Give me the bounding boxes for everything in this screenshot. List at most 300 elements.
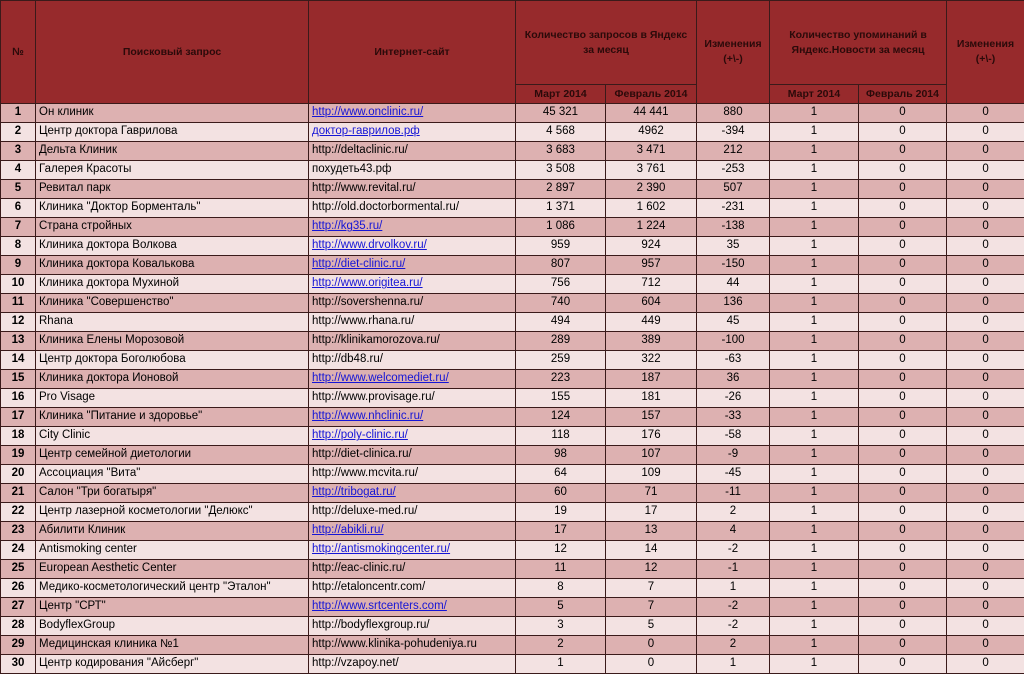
- site-link[interactable]: http://antismokingcenter.ru/: [312, 543, 450, 555]
- march-news-cell: 1: [770, 180, 859, 199]
- site-cell: http://old.doctorbormental.ru/: [309, 199, 516, 218]
- feb-news-cell: 0: [859, 351, 947, 370]
- march-requests-cell: 807: [516, 256, 606, 275]
- march-requests-cell: 98: [516, 446, 606, 465]
- feb-news-cell: 0: [859, 256, 947, 275]
- query-cell: Салон "Три богатыря": [36, 484, 309, 503]
- change-requests-cell: 1: [697, 579, 770, 598]
- row-number: 3: [1, 142, 36, 161]
- feb-requests-cell: 107: [606, 446, 697, 465]
- feb-news-cell: 0: [859, 617, 947, 636]
- site-cell: похудеть43.рф: [309, 161, 516, 180]
- march-requests-cell: 4 568: [516, 123, 606, 142]
- march-requests-cell: 1 371: [516, 199, 606, 218]
- table-row: [1, 180, 1024, 199]
- site-link[interactable]: http://www.drvolkov.ru/: [312, 239, 427, 251]
- march-requests-cell: 45 321: [516, 104, 606, 123]
- row-number: 11: [1, 294, 36, 313]
- site-cell: http://www.rhana.ru/: [309, 313, 516, 332]
- change-news-cell: 0: [947, 427, 1024, 446]
- table-row: [1, 161, 1024, 180]
- query-cell: Центр лазерной косметологии "Делюкс": [36, 503, 309, 522]
- change-requests-cell: 507: [697, 180, 770, 199]
- site-cell: http://www.klinika-pohudeniya.ru: [309, 636, 516, 655]
- feb-news-cell: 0: [859, 161, 947, 180]
- march-news-cell: 1: [770, 598, 859, 617]
- feb-requests-cell: 604: [606, 294, 697, 313]
- march-news-cell: 1: [770, 256, 859, 275]
- change-requests-cell: 4: [697, 522, 770, 541]
- change-news-cell: 0: [947, 579, 1024, 598]
- feb-news-cell: 0: [859, 142, 947, 161]
- table-row: [1, 123, 1024, 142]
- change-requests-cell: 2: [697, 636, 770, 655]
- query-cell: Центр семейной диетологии: [36, 446, 309, 465]
- table-row: [1, 199, 1024, 218]
- feb-news-cell: 0: [859, 237, 947, 256]
- feb-news-cell: 0: [859, 123, 947, 142]
- row-number: 21: [1, 484, 36, 503]
- site-cell: [309, 598, 516, 617]
- change-news-cell: 0: [947, 408, 1024, 427]
- march-news-cell: 1: [770, 199, 859, 218]
- march-requests-cell: 223: [516, 370, 606, 389]
- row-number: 8: [1, 237, 36, 256]
- change-news-cell: 0: [947, 294, 1024, 313]
- change-news-cell: 0: [947, 598, 1024, 617]
- change-requests-cell: -1: [697, 560, 770, 579]
- march-requests-cell: 259: [516, 351, 606, 370]
- site-link[interactable]: доктор-гаврилов.рф: [312, 125, 420, 137]
- change-requests-cell: -2: [697, 541, 770, 560]
- change-news-cell: 0: [947, 484, 1024, 503]
- march-requests-cell: 740: [516, 294, 606, 313]
- site-cell: [309, 370, 516, 389]
- feb-news-cell: 0: [859, 313, 947, 332]
- query-cell: Rhana: [36, 313, 309, 332]
- march-requests-cell: 1: [516, 655, 606, 674]
- feb-requests-cell: 71: [606, 484, 697, 503]
- query-cell: Клиника Елены Морозовой: [36, 332, 309, 351]
- feb-requests-cell: 712: [606, 275, 697, 294]
- change-requests-cell: 2: [697, 503, 770, 522]
- march-requests-cell: 3: [516, 617, 606, 636]
- query-cell: Клиника доктора Мухиной: [36, 275, 309, 294]
- march-news-cell: 1: [770, 522, 859, 541]
- feb-news-cell: 0: [859, 199, 947, 218]
- query-cell: Центр "СРТ": [36, 598, 309, 617]
- table-row: [1, 617, 1024, 636]
- table-row: [1, 218, 1024, 237]
- change-requests-cell: -100: [697, 332, 770, 351]
- march-news-cell: 1: [770, 123, 859, 142]
- row-number: 24: [1, 541, 36, 560]
- col-header-site: Интернет-сайт: [309, 1, 516, 104]
- march-requests-cell: 11: [516, 560, 606, 579]
- march-requests-cell: 8: [516, 579, 606, 598]
- site-cell: http://www.revital.ru/: [309, 180, 516, 199]
- march-requests-cell: 2 897: [516, 180, 606, 199]
- change-requests-cell: -26: [697, 389, 770, 408]
- table-row: [1, 655, 1024, 674]
- site-cell: http://deltaclinic.ru/: [309, 142, 516, 161]
- table-row: [1, 142, 1024, 161]
- query-cell: Клиника доктора Волкова: [36, 237, 309, 256]
- feb-requests-cell: 389: [606, 332, 697, 351]
- col-header-num: №: [1, 1, 36, 104]
- change-requests-cell: -394: [697, 123, 770, 142]
- site-cell: http://etaloncentr.com/: [309, 579, 516, 598]
- col-header-changes-news: Изменения (+\-): [947, 1, 1024, 104]
- row-number: 29: [1, 636, 36, 655]
- march-requests-cell: 289: [516, 332, 606, 351]
- march-news-cell: 1: [770, 389, 859, 408]
- feb-requests-cell: 181: [606, 389, 697, 408]
- row-number: 2: [1, 123, 36, 142]
- site-link[interactable]: http://poly-clinic.ru/: [312, 429, 408, 441]
- site-cell: [309, 218, 516, 237]
- site-cell: http://www.mcvita.ru/: [309, 465, 516, 484]
- change-requests-cell: -2: [697, 598, 770, 617]
- table-row: [1, 389, 1024, 408]
- site-cell: [309, 123, 516, 142]
- row-number: 28: [1, 617, 36, 636]
- change-requests-cell: -11: [697, 484, 770, 503]
- feb-requests-cell: 17: [606, 503, 697, 522]
- feb-requests-cell: 0: [606, 636, 697, 655]
- query-cell: Antismoking center: [36, 541, 309, 560]
- feb-news-cell: 0: [859, 484, 947, 503]
- march-requests-cell: 1 086: [516, 218, 606, 237]
- change-requests-cell: 1: [697, 655, 770, 674]
- site-cell: http://deluxe-med.ru/: [309, 503, 516, 522]
- row-number: 10: [1, 275, 36, 294]
- march-news-cell: 1: [770, 142, 859, 161]
- change-requests-cell: -9: [697, 446, 770, 465]
- query-cell: Ассоциация "Вита": [36, 465, 309, 484]
- feb-news-cell: 0: [859, 427, 947, 446]
- march-news-cell: 1: [770, 636, 859, 655]
- change-news-cell: 0: [947, 370, 1024, 389]
- feb-requests-cell: 4962: [606, 123, 697, 142]
- march-requests-cell: 959: [516, 237, 606, 256]
- row-number: 14: [1, 351, 36, 370]
- site-cell: http://diet-clinica.ru/: [309, 446, 516, 465]
- march-requests-cell: 118: [516, 427, 606, 446]
- query-cell: Клиника "Доктор Борменталь": [36, 199, 309, 218]
- site-link[interactable]: http://abikli.ru/: [312, 524, 384, 536]
- feb-news-cell: 0: [859, 636, 947, 655]
- feb-news-cell: 0: [859, 655, 947, 674]
- col-header-yandex-requests: Количество запросов в Яндекс за месяц: [516, 1, 697, 85]
- table-row: [1, 256, 1024, 275]
- feb-requests-cell: 7: [606, 579, 697, 598]
- table-body: [1, 104, 1024, 674]
- row-number: 20: [1, 465, 36, 484]
- header-row: [1, 1, 1024, 85]
- feb-news-cell: 0: [859, 446, 947, 465]
- feb-requests-cell: 449: [606, 313, 697, 332]
- site-link[interactable]: http://tribogat.ru/: [312, 486, 396, 498]
- march-news-cell: 1: [770, 465, 859, 484]
- change-news-cell: 0: [947, 446, 1024, 465]
- march-news-cell: 1: [770, 313, 859, 332]
- change-news-cell: 0: [947, 522, 1024, 541]
- change-requests-cell: -33: [697, 408, 770, 427]
- row-number: 18: [1, 427, 36, 446]
- table-row: [1, 332, 1024, 351]
- change-requests-cell: 136: [697, 294, 770, 313]
- table-row: [1, 104, 1024, 123]
- col-header-march-requests: Март 2014: [516, 85, 606, 104]
- row-number: 13: [1, 332, 36, 351]
- change-requests-cell: -253: [697, 161, 770, 180]
- feb-requests-cell: 157: [606, 408, 697, 427]
- change-news-cell: 0: [947, 332, 1024, 351]
- change-news-cell: 0: [947, 617, 1024, 636]
- col-header-changes-requests: Изменения (+\-): [697, 1, 770, 104]
- query-cell: Медицинская клиника №1: [36, 636, 309, 655]
- change-news-cell: 0: [947, 123, 1024, 142]
- row-number: 30: [1, 655, 36, 674]
- feb-requests-cell: 14: [606, 541, 697, 560]
- row-number: 27: [1, 598, 36, 617]
- march-news-cell: 1: [770, 275, 859, 294]
- feb-news-cell: 0: [859, 332, 947, 351]
- march-news-cell: 1: [770, 218, 859, 237]
- site-link[interactable]: http://kg35.ru/: [312, 220, 382, 232]
- query-cell: Клиника "Совершенство": [36, 294, 309, 313]
- site-cell: [309, 104, 516, 123]
- query-cell: Страна стройных: [36, 218, 309, 237]
- feb-requests-cell: 187: [606, 370, 697, 389]
- site-cell: [309, 237, 516, 256]
- query-cell: Клиника доктора Ковалькова: [36, 256, 309, 275]
- change-news-cell: 0: [947, 503, 1024, 522]
- change-news-cell: 0: [947, 655, 1024, 674]
- feb-news-cell: 0: [859, 275, 947, 294]
- query-cell: European Aesthetic Center: [36, 560, 309, 579]
- feb-requests-cell: 0: [606, 655, 697, 674]
- query-cell: BodyflexGroup: [36, 617, 309, 636]
- query-cell: Он клиник: [36, 104, 309, 123]
- table-row: [1, 560, 1024, 579]
- site-link[interactable]: http://www.welcomediet.ru/: [312, 372, 449, 384]
- site-cell: http://klinikamorozova.ru/: [309, 332, 516, 351]
- change-news-cell: 0: [947, 237, 1024, 256]
- table-row: [1, 579, 1024, 598]
- change-news-cell: 0: [947, 560, 1024, 579]
- change-news-cell: 0: [947, 104, 1024, 123]
- row-number: 12: [1, 313, 36, 332]
- change-requests-cell: -45: [697, 465, 770, 484]
- site-cell: http://vzapoy.net/: [309, 655, 516, 674]
- feb-news-cell: 0: [859, 522, 947, 541]
- change-requests-cell: 44: [697, 275, 770, 294]
- feb-requests-cell: 2 390: [606, 180, 697, 199]
- site-cell: [309, 484, 516, 503]
- change-requests-cell: 45: [697, 313, 770, 332]
- change-requests-cell: -58: [697, 427, 770, 446]
- feb-news-cell: 0: [859, 104, 947, 123]
- query-cell: Ревитал парк: [36, 180, 309, 199]
- change-requests-cell: -2: [697, 617, 770, 636]
- march-requests-cell: 17: [516, 522, 606, 541]
- table-row: [1, 446, 1024, 465]
- march-requests-cell: 5: [516, 598, 606, 617]
- row-number: 22: [1, 503, 36, 522]
- change-news-cell: 0: [947, 256, 1024, 275]
- change-requests-cell: 212: [697, 142, 770, 161]
- march-news-cell: 1: [770, 484, 859, 503]
- feb-requests-cell: 1 602: [606, 199, 697, 218]
- table-row: [1, 465, 1024, 484]
- row-number: 26: [1, 579, 36, 598]
- query-cell: Клиника доктора Ионовой: [36, 370, 309, 389]
- row-number: 16: [1, 389, 36, 408]
- query-cell: Клиника "Питание и здоровье": [36, 408, 309, 427]
- change-news-cell: 0: [947, 389, 1024, 408]
- feb-requests-cell: 7: [606, 598, 697, 617]
- feb-requests-cell: 44 441: [606, 104, 697, 123]
- feb-news-cell: 0: [859, 294, 947, 313]
- feb-requests-cell: 924: [606, 237, 697, 256]
- site-link[interactable]: http://www.onclinic.ru/: [312, 106, 423, 118]
- feb-news-cell: 0: [859, 598, 947, 617]
- site-link[interactable]: http://www.origitea.ru/: [312, 277, 423, 289]
- feb-news-cell: 0: [859, 408, 947, 427]
- table-row: [1, 237, 1024, 256]
- march-news-cell: 1: [770, 446, 859, 465]
- site-cell: http://db48.ru/: [309, 351, 516, 370]
- march-news-cell: 1: [770, 579, 859, 598]
- march-news-cell: 1: [770, 655, 859, 674]
- change-requests-cell: -138: [697, 218, 770, 237]
- feb-requests-cell: 5: [606, 617, 697, 636]
- march-news-cell: 1: [770, 161, 859, 180]
- feb-news-cell: 0: [859, 218, 947, 237]
- feb-requests-cell: 109: [606, 465, 697, 484]
- site-cell: http://eac-clinic.ru/: [309, 560, 516, 579]
- site-link[interactable]: http://www.nhclinic.ru/: [312, 410, 423, 422]
- table-row: [1, 275, 1024, 294]
- col-header-march-news: Март 2014: [770, 85, 859, 104]
- change-requests-cell: -150: [697, 256, 770, 275]
- table-row: [1, 541, 1024, 560]
- col-header-feb-news: Февраль 2014: [859, 85, 947, 104]
- feb-requests-cell: 322: [606, 351, 697, 370]
- march-news-cell: 1: [770, 503, 859, 522]
- feb-requests-cell: 176: [606, 427, 697, 446]
- query-cell: Абилити Клиник: [36, 522, 309, 541]
- march-news-cell: 1: [770, 104, 859, 123]
- march-news-cell: 1: [770, 332, 859, 351]
- march-requests-cell: 124: [516, 408, 606, 427]
- table-row: [1, 313, 1024, 332]
- table-row: [1, 294, 1024, 313]
- march-news-cell: 1: [770, 370, 859, 389]
- table-row: [1, 484, 1024, 503]
- march-requests-cell: 756: [516, 275, 606, 294]
- table-row: [1, 598, 1024, 617]
- site-cell: [309, 408, 516, 427]
- feb-requests-cell: 13: [606, 522, 697, 541]
- feb-requests-cell: 957: [606, 256, 697, 275]
- row-number: 15: [1, 370, 36, 389]
- feb-news-cell: 0: [859, 465, 947, 484]
- change-requests-cell: -63: [697, 351, 770, 370]
- change-news-cell: 0: [947, 351, 1024, 370]
- site-cell: [309, 256, 516, 275]
- table-row: [1, 427, 1024, 446]
- row-number: 17: [1, 408, 36, 427]
- march-requests-cell: 3 508: [516, 161, 606, 180]
- feb-news-cell: 0: [859, 579, 947, 598]
- query-cell: Медико-косметологический центр "Эталон": [36, 579, 309, 598]
- march-news-cell: 1: [770, 294, 859, 313]
- site-link[interactable]: http://diet-clinic.ru/: [312, 258, 405, 270]
- table-row: [1, 503, 1024, 522]
- site-cell: http://www.provisage.ru/: [309, 389, 516, 408]
- query-cell: Pro Visage: [36, 389, 309, 408]
- row-number: 7: [1, 218, 36, 237]
- feb-requests-cell: 3 761: [606, 161, 697, 180]
- feb-news-cell: 0: [859, 180, 947, 199]
- query-cell: Галерея Красоты: [36, 161, 309, 180]
- change-news-cell: 0: [947, 636, 1024, 655]
- change-news-cell: 0: [947, 275, 1024, 294]
- col-header-query: Поисковый запрос: [36, 1, 309, 104]
- march-requests-cell: 60: [516, 484, 606, 503]
- table-row: [1, 370, 1024, 389]
- site-link[interactable]: http://www.srtcenters.com/: [312, 600, 447, 612]
- site-cell: [309, 541, 516, 560]
- row-number: 5: [1, 180, 36, 199]
- change-news-cell: 0: [947, 199, 1024, 218]
- site-cell: http://bodyflexgroup.ru/: [309, 617, 516, 636]
- feb-news-cell: 0: [859, 503, 947, 522]
- change-requests-cell: 36: [697, 370, 770, 389]
- march-requests-cell: 19: [516, 503, 606, 522]
- march-news-cell: 1: [770, 351, 859, 370]
- change-requests-cell: 35: [697, 237, 770, 256]
- feb-news-cell: 0: [859, 370, 947, 389]
- query-cell: City Clinic: [36, 427, 309, 446]
- query-cell: Центр доктора Гаврилова: [36, 123, 309, 142]
- change-news-cell: 0: [947, 313, 1024, 332]
- change-news-cell: 0: [947, 142, 1024, 161]
- feb-requests-cell: 3 471: [606, 142, 697, 161]
- feb-requests-cell: 12: [606, 560, 697, 579]
- march-requests-cell: 155: [516, 389, 606, 408]
- site-cell: http://sovershenna.ru/: [309, 294, 516, 313]
- query-cell: Дельта Клиник: [36, 142, 309, 161]
- march-requests-cell: 64: [516, 465, 606, 484]
- march-requests-cell: 3 683: [516, 142, 606, 161]
- feb-news-cell: 0: [859, 560, 947, 579]
- site-cell: [309, 427, 516, 446]
- march-requests-cell: 12: [516, 541, 606, 560]
- feb-news-cell: 0: [859, 541, 947, 560]
- march-news-cell: 1: [770, 560, 859, 579]
- change-news-cell: 0: [947, 541, 1024, 560]
- row-number: 25: [1, 560, 36, 579]
- row-number: 6: [1, 199, 36, 218]
- change-news-cell: 0: [947, 465, 1024, 484]
- col-header-yandex-news: Количество упоминаний в Яндекс.Новости за месяц: [770, 1, 947, 85]
- march-requests-cell: 494: [516, 313, 606, 332]
- site-cell: [309, 522, 516, 541]
